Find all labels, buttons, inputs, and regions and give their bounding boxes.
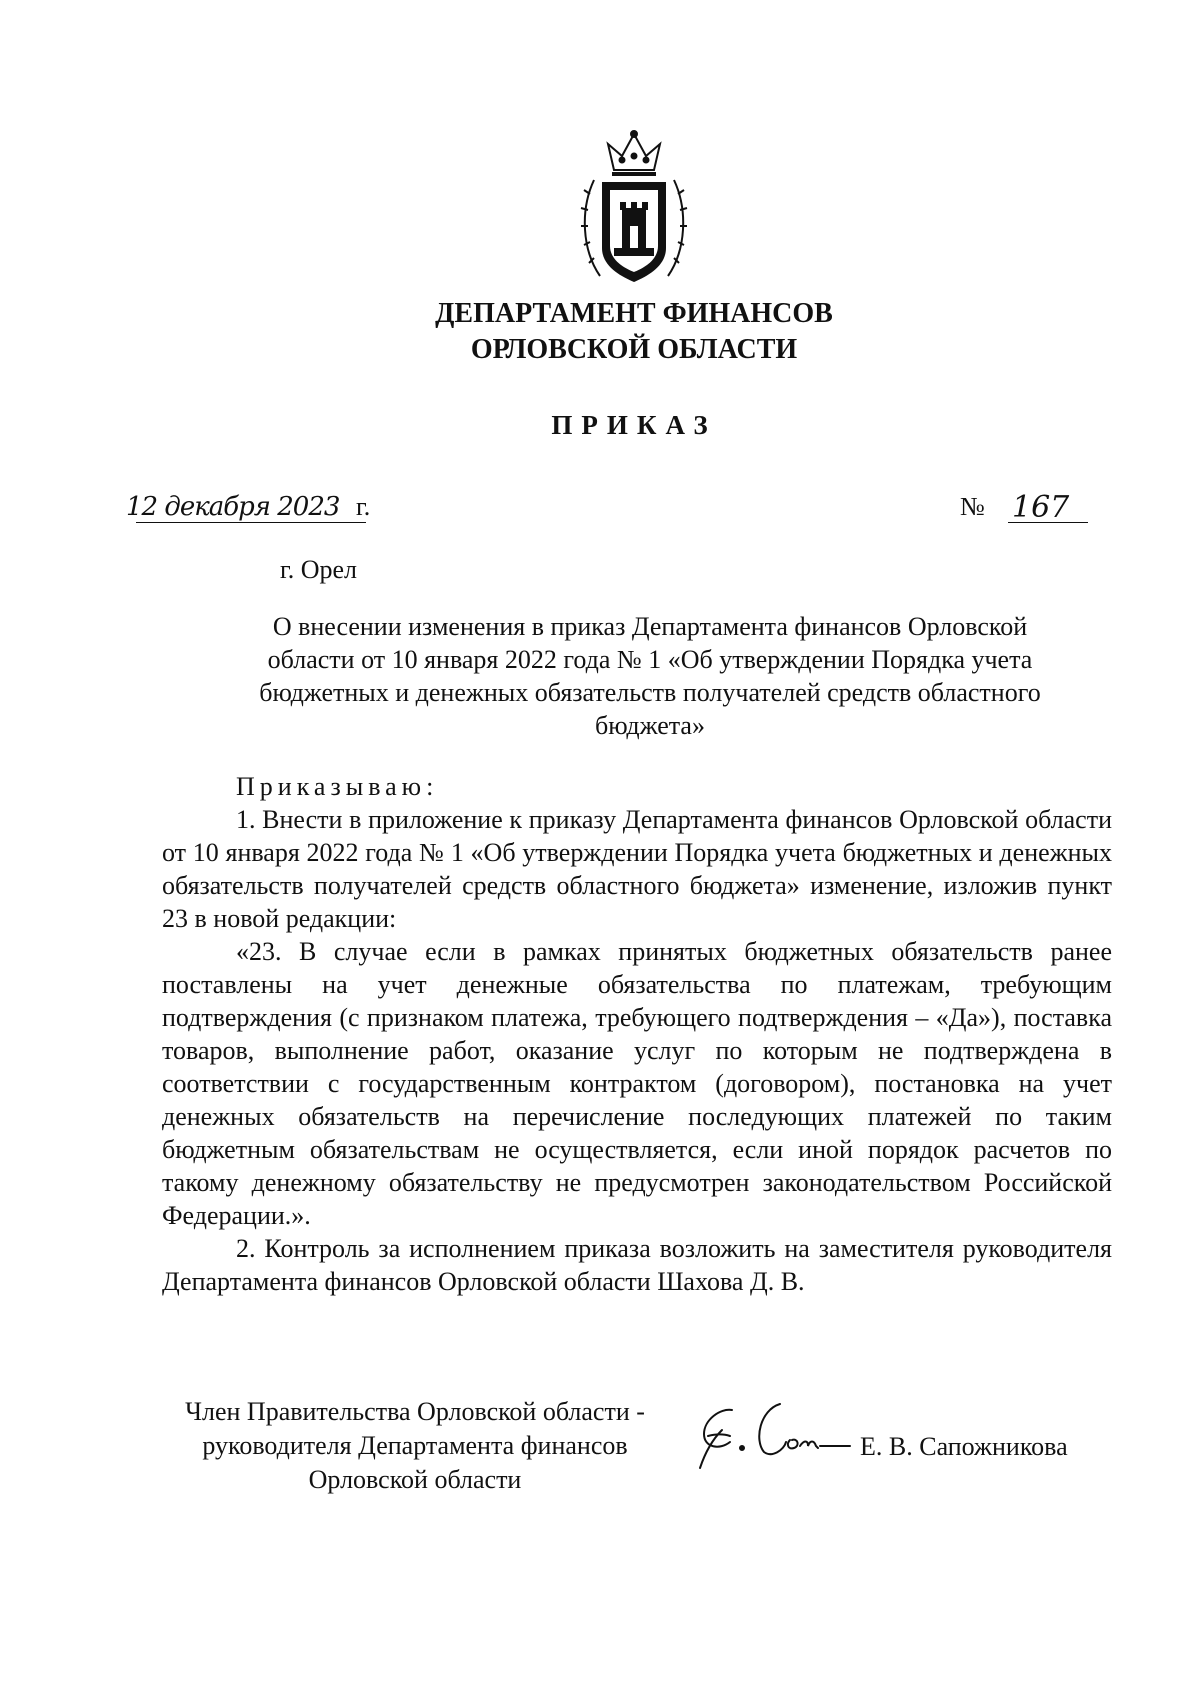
paragraph-2: «23. В случае если в рамках принятых бюджетных обязательств ранее поставлены на учет денежные обязательства по платежам, требующим подтверждения (с признаком платежа, требующего подтверждения – «Да»), поставка товаров, выполнение работ, оказание услуг по которым не подтверждена в соответствии с государственным контрактом (договором), постановка на учет денежных обязательств на перечисление последующих платежей по таким бюджетным обязательствам не осуществляется, если иной порядок расчетов по такому денежному обязательству не предусмотрен законодательством Российской Федерации.». — [162, 937, 1112, 1230]
subject-line-3: бюджетных и денежных обязательств получателей средств областного — [259, 678, 1041, 707]
position-line-2: руководителя Департамента финансов — [202, 1431, 628, 1460]
date-underline — [136, 522, 366, 523]
city: г. Орел — [280, 555, 358, 584]
date-suffix: г. — [356, 492, 371, 521]
number-label: № — [960, 492, 985, 521]
signer-name: Е. В. Сапожникова — [860, 1432, 1068, 1461]
subject-line-4: бюджета» — [595, 711, 705, 740]
handwritten-signature — [690, 1390, 870, 1480]
number-underline — [1008, 522, 1088, 523]
paragraph-3: 2. Контроль за исполнением приказа возложить на заместителя руководителя Департамента финансов Орловской области Шахова Д. В. — [162, 1234, 1112, 1296]
department-line-2: ОРЛОВСКОЙ ОБЛАСТИ — [470, 334, 798, 365]
document-type-title: ПРИКАЗ — [551, 410, 717, 440]
order-subject — [200, 610, 1100, 742]
subject-line-2: области от 10 января 2022 года № 1 «Об утверждении Порядка учета — [267, 645, 1033, 674]
handwritten-date: 12 декабря 2023 — [126, 492, 340, 522]
paragraph-1: 1. Внести в приложение к приказу Департамента финансов Орловской области от 10 января 2022 года № 1 «Об утверждении Порядка учета бюджетных и денежных обязательств получателей средств областного бюджета» изменение, изложив пункт 23 в новой редакции: — [162, 805, 1112, 933]
coat-of-arms-emblem — [578, 130, 690, 290]
signatory-position — [150, 1395, 680, 1497]
position-line-1: Член Правительства Орловской области - — [185, 1397, 645, 1426]
order-body — [162, 770, 1112, 1298]
department-line-1: ДЕПАРТАМЕНТ ФИНАНСОВ — [435, 298, 833, 329]
order-date — [126, 492, 426, 532]
order-word: Приказываю: — [236, 772, 439, 801]
position-line-3: Орловской области — [308, 1465, 522, 1494]
department-name — [0, 296, 1200, 368]
handwritten-number: 167 — [1012, 490, 1070, 525]
subject-line-1: О внесении изменения в приказ Департамента финансов Орловской — [272, 612, 1028, 641]
order-number — [960, 492, 1100, 532]
